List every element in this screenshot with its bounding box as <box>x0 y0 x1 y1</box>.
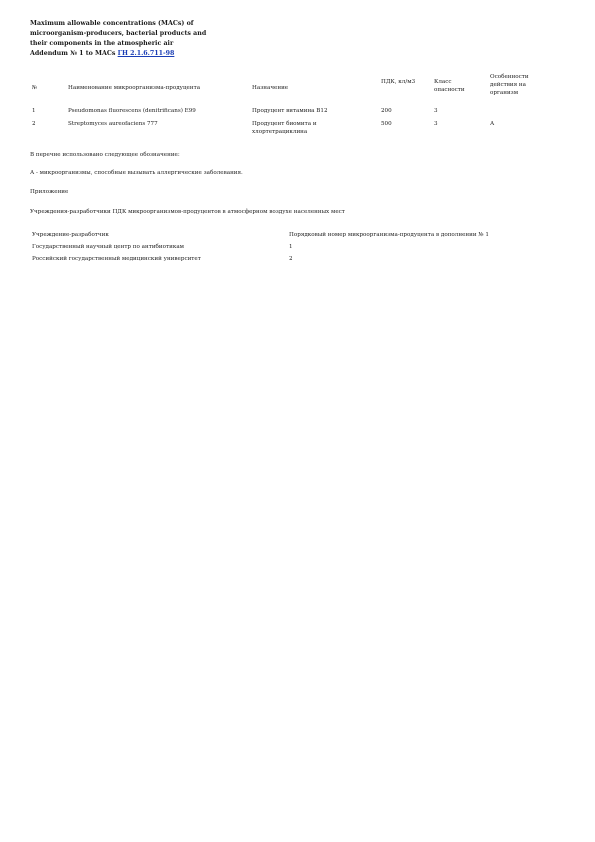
appendix-row-2-institution: Российский государственный медицинский университет <box>32 256 201 262</box>
title-line-4 <box>30 49 310 59</box>
col-header-purpose: Назначение <box>252 85 289 91</box>
col-header-hazard-class: Класс опасности <box>434 79 465 93</box>
appendix-col-header-number: Порядковый номер микроорганизма-продуцента в дополнении № 1 <box>289 232 489 238</box>
legend-allergy-text: А - микроорганизмы, способные вызывать аллергические заболевания. <box>30 170 243 176</box>
appendix-row-1-number: 1 <box>289 244 293 250</box>
table-row-2-name: Streptomyces aureofaciens 777 <box>68 121 158 127</box>
table-row-2-mac: 500 <box>381 121 392 127</box>
table-row-2-features: А <box>490 121 495 127</box>
addendum-label: Addendum № 1 to MACs <box>30 50 116 57</box>
table-row-1-number: 1 <box>32 108 36 114</box>
appendix-row-1-institution: Государственный научный центр по антибиотикам <box>32 244 185 250</box>
col-header-mac: ПДК, кл/м3 <box>381 79 416 85</box>
title-line-2: microorganism-producers, bacterial products and <box>30 30 207 37</box>
table-row-1-hazard-class: 3 <box>434 108 438 114</box>
table-row-1-mac: 200 <box>381 108 392 114</box>
document-title <box>30 19 310 59</box>
appendix-col-header-institution: Учреждение-разработчик <box>32 232 109 238</box>
col-header-name: Наименование микроорганизма-продуцента <box>68 85 201 91</box>
title-line-1: Maximum allowable concentrations (MACs) of <box>30 20 194 27</box>
legend-intro-text: В перечне использовано следующее обозначение: <box>30 152 180 158</box>
col-header-features: Особенности действия на организм <box>490 74 529 96</box>
table-row-1-purpose: Продуцент витамина В12 <box>252 108 328 114</box>
table-row-2-hazard-class: 3 <box>434 121 438 127</box>
col-header-number: № <box>32 85 38 91</box>
table-row-2-number: 2 <box>32 121 36 127</box>
appendix-heading: Приложение <box>30 189 69 195</box>
standard-link[interactable]: ГН 2.1.6.711-98 <box>117 50 175 57</box>
title-line-3: their components in the atmospheric air <box>30 40 174 47</box>
table-row-2-purpose: Продуцент биомита и хлортетрациклина <box>252 121 317 135</box>
appendix-row-2-number: 2 <box>289 256 293 262</box>
appendix-description: Учреждения-разработчики ПДК микроорганизмов-продуцентов в атмосферном воздухе населенных мест <box>30 209 345 215</box>
table-row-1-name: Pseudomonas fluorescens (denitrificans) E99 <box>68 108 196 114</box>
